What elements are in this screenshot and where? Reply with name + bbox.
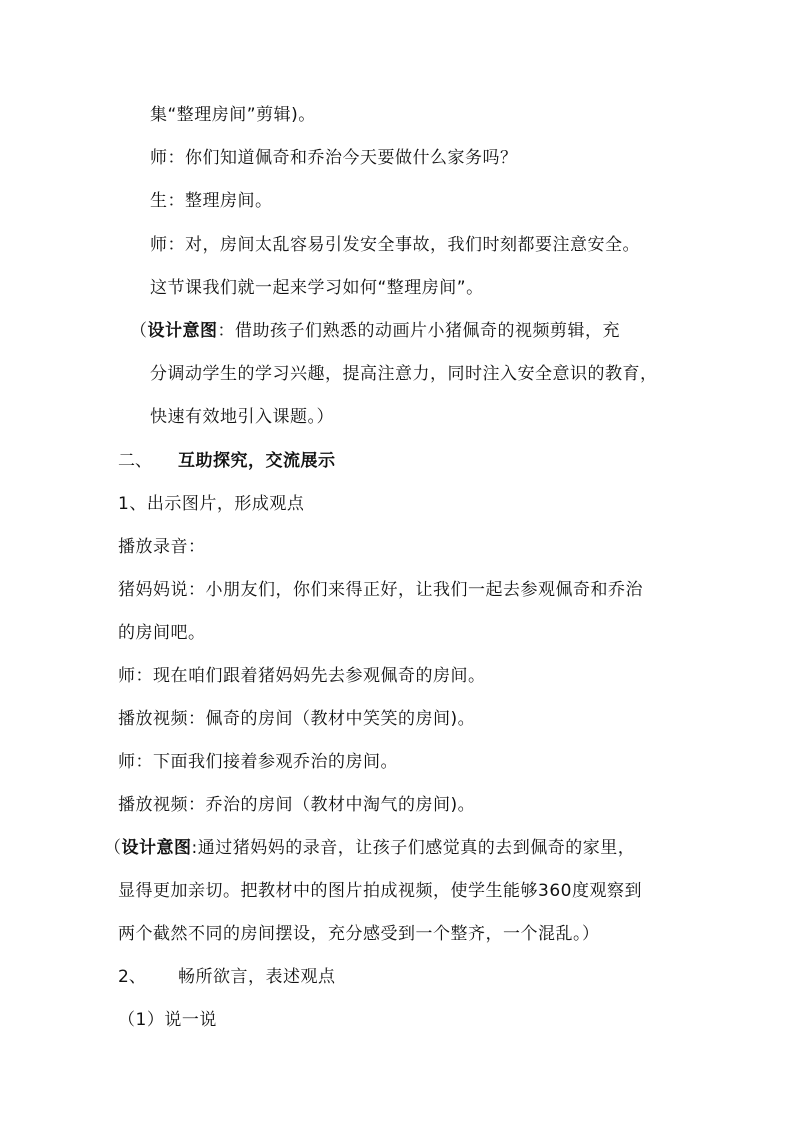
paragraph-line: 快速有效地引入课题。） [150, 407, 334, 427]
subsection-heading: 畅所欲言，表述观点 [178, 967, 336, 987]
paren-open: （ [104, 838, 122, 858]
paragraph-line: 这节课我们就一起来学习如何“整理房间”。 [150, 278, 484, 298]
section-number: 二、 [118, 451, 152, 471]
design-intent-line [130, 320, 620, 342]
paragraph-line: 的房间吧。 [118, 623, 206, 643]
paragraph-line: 两个截然不同的房间摆设，充分感受到一个整齐，一个混乱。） [118, 924, 600, 944]
design-intent-line [104, 837, 635, 859]
paragraph-line: 师：对，房间太乱容易引发安全事故，我们时刻都要注意安全。 [150, 235, 640, 255]
paragraph-line: 播放视频：佩奇的房间（教材中笑笑的房间)。 [118, 709, 476, 729]
paragraph-line: （1）说一说 [118, 1010, 217, 1030]
design-intent-label: 设计意图 [121, 838, 192, 858]
design-intent-label: 设计意图 [147, 321, 218, 341]
paragraph-line: 师：下面我们接着参观乔治的房间。 [118, 752, 398, 772]
paragraph-line: 分调动学生的学习兴趣，提高注意力，同时注入安全意识的教育， [150, 364, 658, 384]
subsection-number: 2、 [118, 967, 146, 987]
paragraph-line: 集“整理房间”剪辑)。 [150, 105, 316, 125]
paragraph-line: 显得更加亲切。把教材中的图片拍成视频，使学生能够360度观察到 [118, 881, 642, 901]
paragraph-line: 猪妈妈说：小朋友们，你们来得正好，让我们一起去参观佩奇和乔治 [118, 580, 643, 600]
design-intent-text: ：借助孩子们熟悉的动画片小猪佩奇的视频剪辑，充 [217, 321, 620, 341]
subsection-heading: 1、出示图片，形成观点 [118, 494, 305, 514]
section-heading: 互助探究，交流展示 [178, 451, 336, 471]
paragraph-line: 师：现在咱们跟着猪妈妈先去参观佩奇的房间。 [118, 666, 486, 686]
paragraph-line: 师：你们知道佩奇和乔治今天要做什么家务吗？ [150, 148, 518, 168]
design-intent-text: :通过猪妈妈的录音，让孩子们感觉真的去到佩奇的家里， [191, 838, 636, 858]
paren-open: （ [130, 321, 148, 341]
paragraph-line: 播放视频：乔治的房间（教材中淘气的房间)。 [118, 795, 476, 815]
paragraph-line: 播放录音： [118, 537, 206, 557]
paragraph-line: 生：整理房间。 [150, 191, 273, 211]
